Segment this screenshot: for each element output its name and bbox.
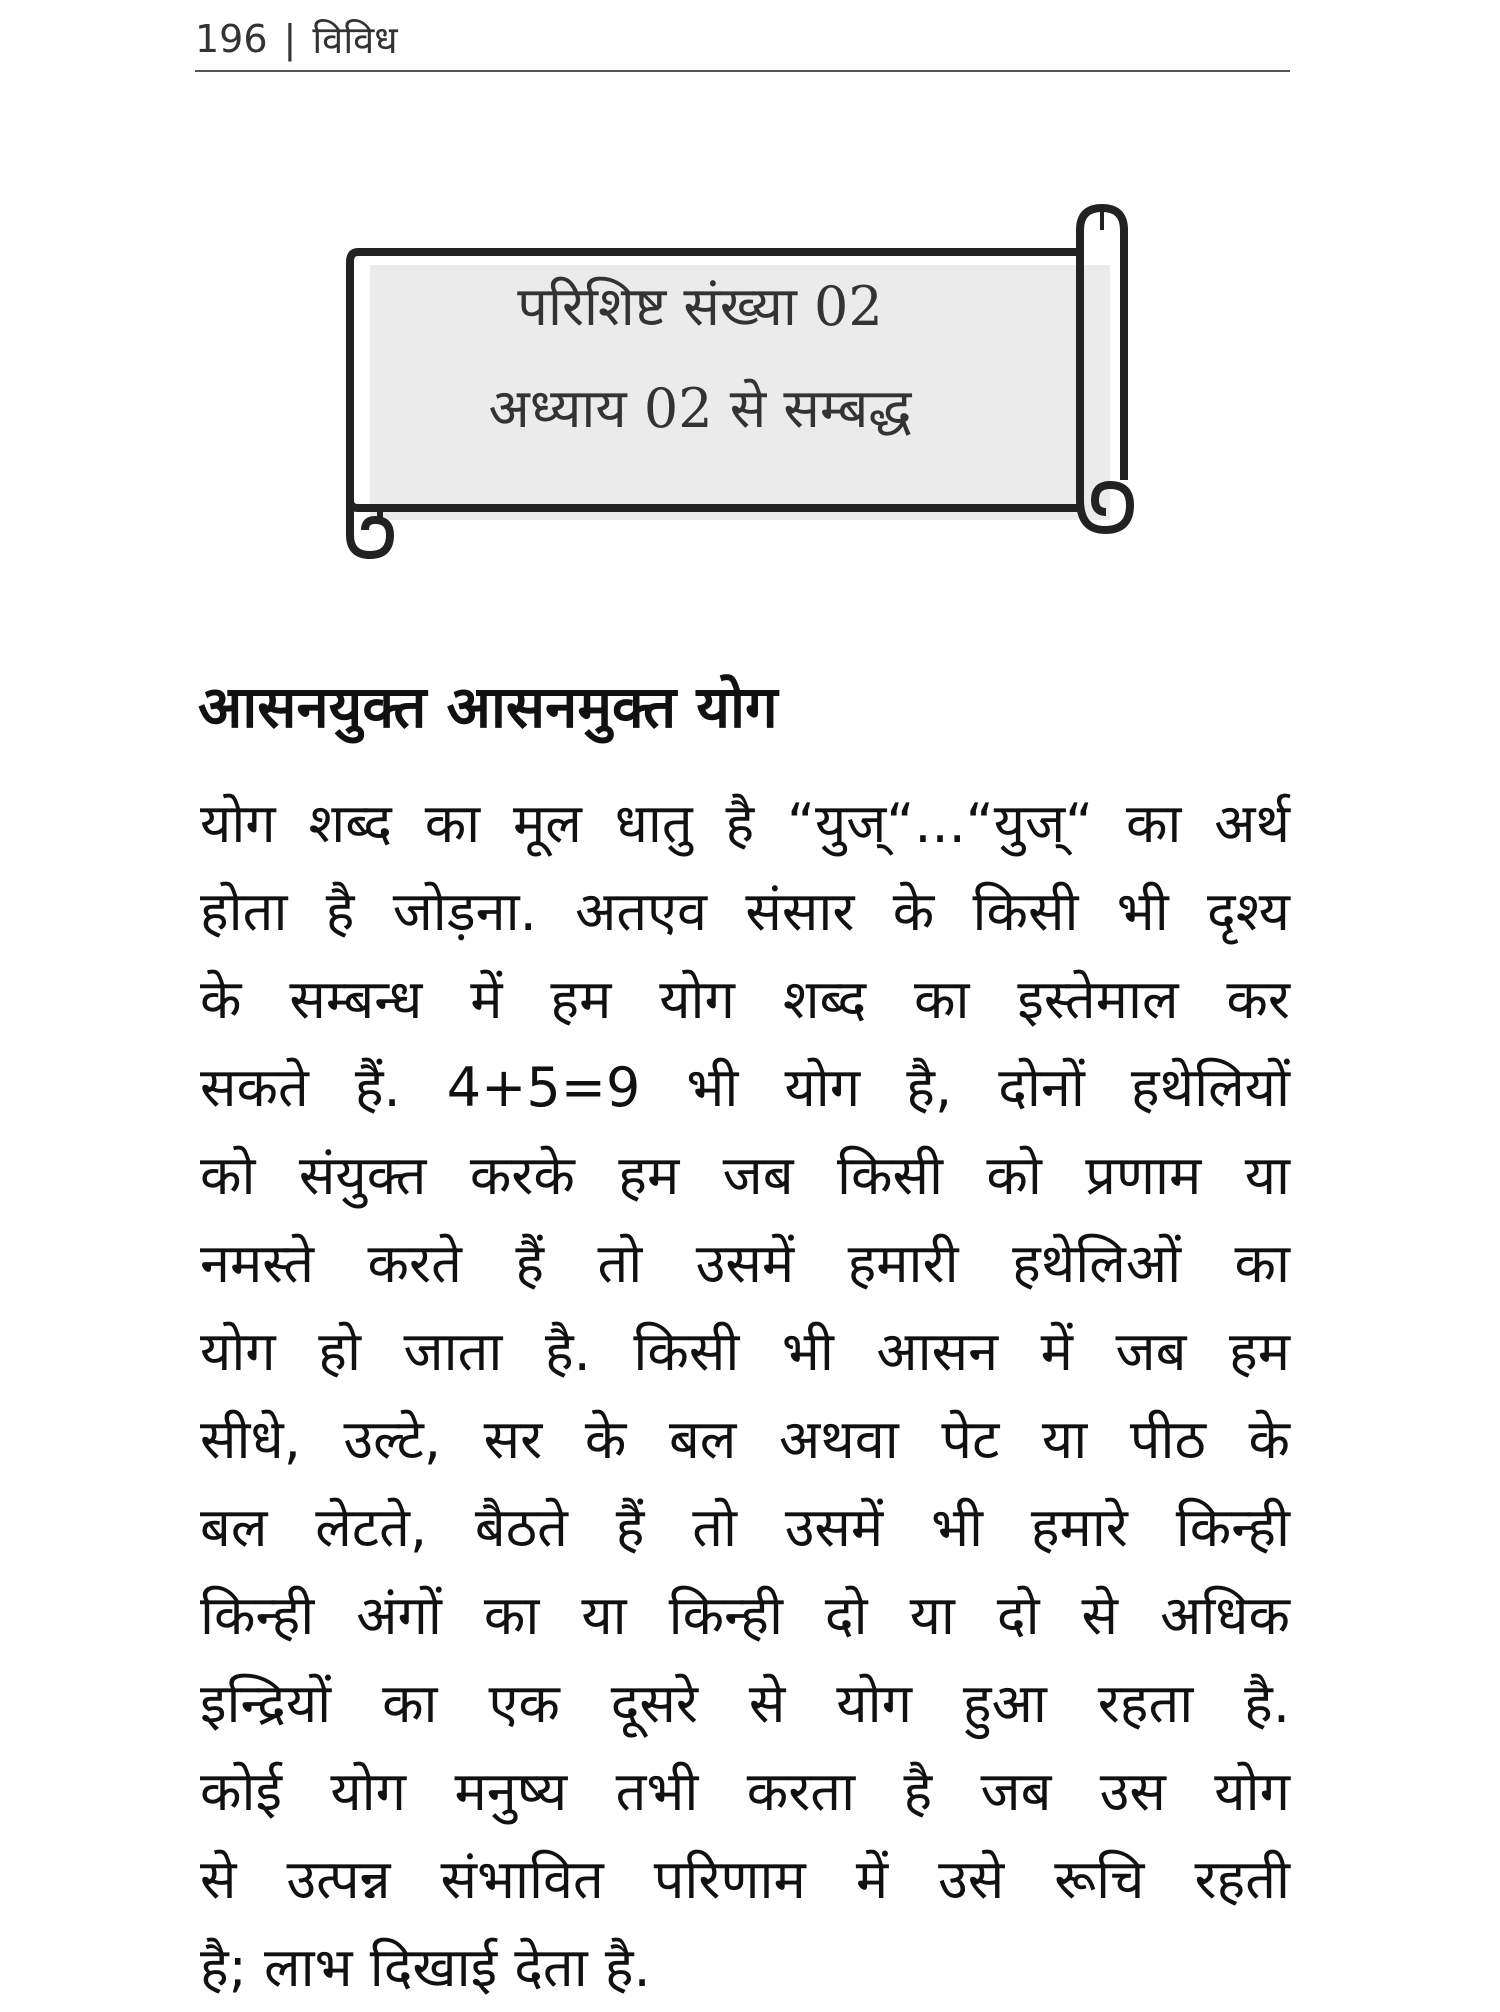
section-heading: आसनयुक्त आसनमुक्त योग — [198, 673, 778, 741]
page-number: 196 — [195, 17, 268, 61]
related-chapter: अध्याय 02 से सम्बद्ध — [488, 377, 912, 440]
header-separator: | — [283, 17, 297, 61]
body-line: कोई योग मनुष्य तभी करता है जब उस योग — [200, 1760, 1290, 1823]
body-line: सकते हैं. 4+5=9 भी योग है, दोनों हथेलियों — [200, 1056, 1290, 1119]
body-line: सीधे, उल्टे, सर के बल अथवा पेट या पीठ के — [200, 1408, 1290, 1471]
scroll-banner — [340, 200, 1140, 580]
body-line: है; लाभ दिखाई देता है. — [200, 1936, 651, 1999]
page-header — [195, 8, 1290, 72]
body-line: योग शब्द का मूल धातु है “युज्“...“युज्“ का अर्थ — [200, 792, 1290, 855]
scroll-text — [400, 275, 1000, 440]
body-line: इन्द्रियों का एक दूसरे से योग हुआ रहता है. — [200, 1672, 1290, 1735]
body-line: को संयुक्त करके हम जब किसी को प्रणाम या — [200, 1144, 1290, 1207]
body-line: के सम्बन्ध में हम योग शब्द का इस्तेमाल कर — [200, 968, 1290, 1031]
appendix-number: परिशिष्ट संख्या 02 — [517, 275, 883, 338]
section-title: विविध — [312, 18, 398, 62]
body-line: बल लेटते, बैठते हैं तो उसमें भी हमारे किन्ही — [200, 1496, 1290, 1559]
body-line: किन्ही अंगों का या किन्ही दो या दो से अधिक — [200, 1584, 1290, 1647]
body-line: से उत्पन्न संभावित परिणाम में उसे रूचि रहती — [200, 1848, 1290, 1911]
body-line: योग हो जाता है. किसी भी आसन में जब हम — [200, 1320, 1290, 1383]
body-line: होता है जोड़ना. अतएव संसार के किसी भी दृश्य — [200, 880, 1290, 943]
body-line: नमस्ते करते हैं तो उसमें हमारी हथेलिओं का — [200, 1232, 1290, 1295]
body-paragraph — [200, 780, 1290, 2012]
